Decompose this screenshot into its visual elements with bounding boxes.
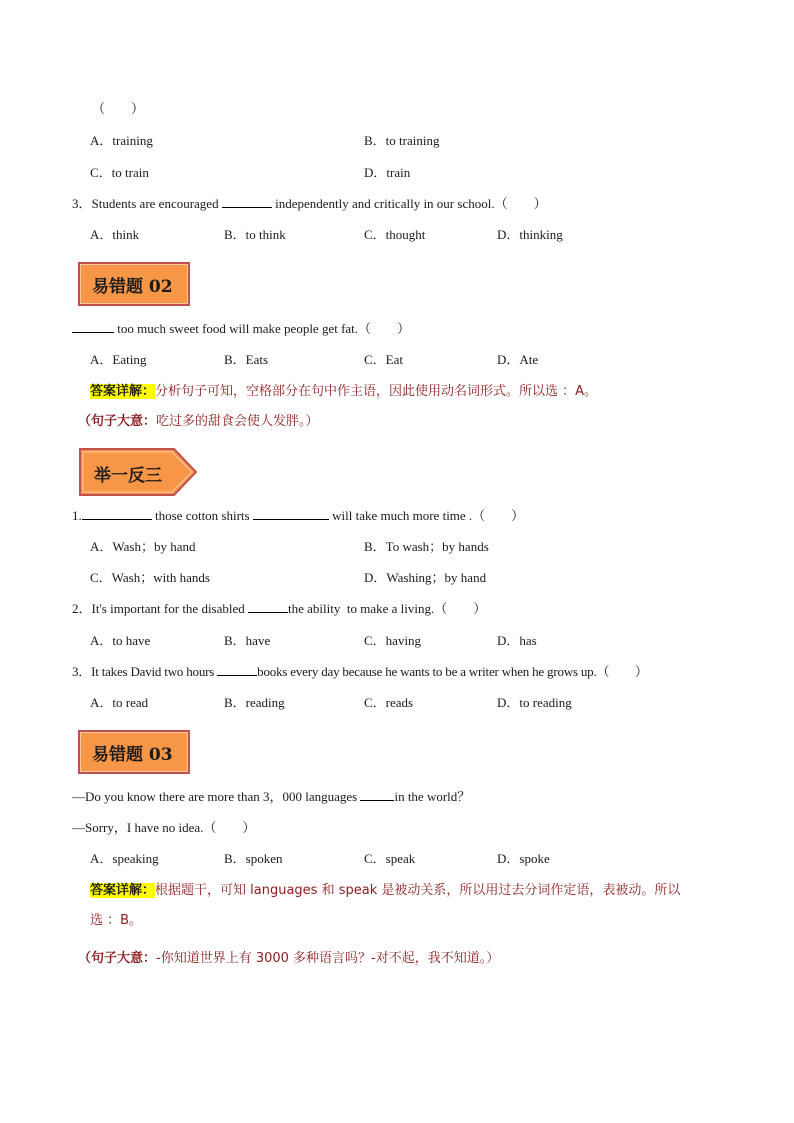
option-a: A．Wash；by hand <box>90 539 196 554</box>
option-a: A．to read <box>90 695 149 710</box>
option-b: B．have <box>224 633 271 648</box>
answer-label: 答案详解： <box>90 384 156 399</box>
option-b: B．to think <box>224 227 286 242</box>
answer-label: 答案详解： <box>90 883 156 898</box>
option-a: A．training <box>90 133 153 148</box>
question-3: 3．Students are encouraged independently and critically in our school.（ ） <box>72 196 547 211</box>
option-d: D．to reading <box>497 695 572 710</box>
option-c: C．Eat <box>364 352 403 367</box>
option-b: B．Eats <box>224 352 269 367</box>
option-a: A．think <box>90 227 140 242</box>
dialogue-line-2: —Sorry，I have no idea.（ ） <box>72 820 256 835</box>
section-tag-easy-error-03: 易错题 03 <box>78 730 190 774</box>
option-d: D．thinking <box>497 227 563 242</box>
option-b: B．reading <box>224 695 285 710</box>
practice-question-1: 1. those cotton shirts will take much more time .（ ） <box>72 508 525 523</box>
sentence-gist: （句子大意：-你知道世界上有 3000 多种语言吗？-对不起，我不知道。） <box>78 951 500 966</box>
option-a: A．Eating <box>90 352 147 367</box>
option-a: A．speaking <box>90 851 159 866</box>
sentence-gist: （句子大意：吃过多的甜食会使人发胖。） <box>78 414 319 429</box>
option-d: D．Ate <box>497 352 539 367</box>
practice-question-2: 2．It's important for the disabled the ability to make a living.（ ） <box>72 601 487 616</box>
question-paren: （ ） <box>92 101 145 116</box>
question-easy-error-02: too much sweet food will make people get fat.（ ） <box>72 320 410 338</box>
option-b: B．To wash；by hands <box>364 539 489 554</box>
section-tag-practice: 举一反三 <box>78 447 198 497</box>
option-d: D．Washing；by hand <box>364 570 487 585</box>
option-a: A．to have <box>90 633 151 648</box>
option-c: C．thought <box>364 227 426 242</box>
option-c: C．Wash；with hands <box>90 570 210 585</box>
option-b: B．to training <box>364 133 440 148</box>
answer-explanation-cont: 选 ：B。 <box>90 913 143 928</box>
option-c: C．to train <box>90 165 149 180</box>
option-c: C．having <box>364 633 422 648</box>
answer-explanation: 答案详解：根据题干，可知 languages 和 speak 是被动关系，所以用过去分词作定语，表被动。所以 <box>90 883 681 898</box>
dialogue-line-1: —Do you know there are more than 3，000 languages in the world？ <box>72 789 471 804</box>
option-d: D．spoke <box>497 851 550 866</box>
option-d: D．has <box>497 633 537 648</box>
practice-question-3: 3．It takes David two hours books every day because he wants to be a writer when he grows up.（ ） <box>72 664 648 679</box>
option-d: D．train <box>364 165 411 180</box>
option-c: C．speak <box>364 851 416 866</box>
option-c: C．reads <box>364 695 414 710</box>
answer-explanation: 答案详解：分析句子可知，空格部分在句中作主语，因此使用动名词形式。所以选 ：A。 <box>90 384 598 399</box>
section-tag-easy-error-02: 易错题 02 <box>78 262 190 306</box>
option-b: B．spoken <box>224 851 283 866</box>
